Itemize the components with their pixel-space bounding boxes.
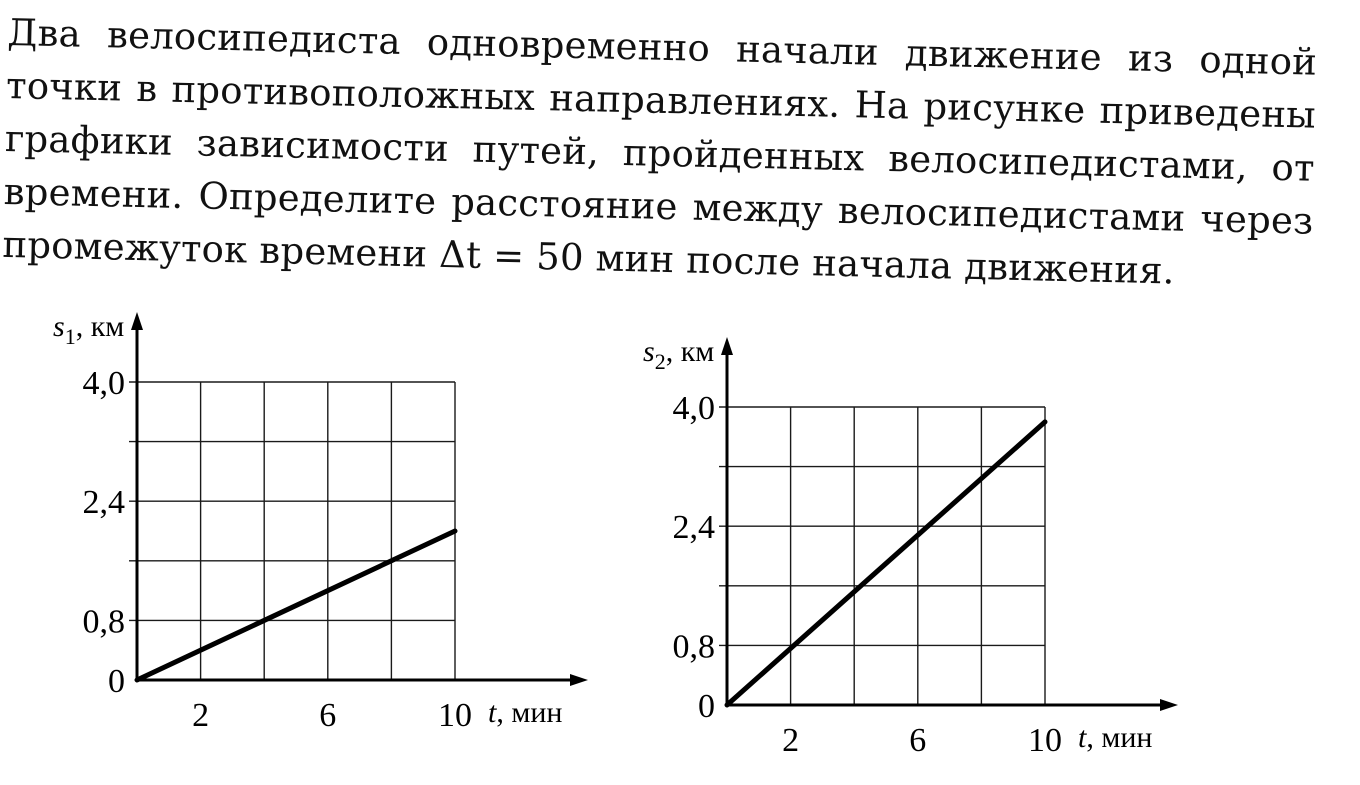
y-axis-label (53, 310, 124, 349)
grid (129, 382, 455, 680)
chart-s1 (0, 300, 600, 760)
y-axis-arrow (721, 337, 733, 355)
x-axis-label-variable: t (488, 696, 497, 729)
y-tick-label: 4,0 (672, 390, 715, 427)
x-axis-arrow (1160, 699, 1178, 711)
series-line (137, 531, 455, 680)
grid (719, 407, 1045, 705)
y-tick-label: 0,8 (672, 628, 715, 666)
y-axis-label (643, 335, 714, 374)
y-axis-arrow (131, 312, 143, 330)
y-tick-label: 0,8 (82, 603, 125, 641)
y-axis-label-unit: , км (75, 310, 125, 343)
problem-line-4: времени. Определите расстояние между велосипедистами через (3, 169, 1314, 243)
x-axis-label-unit: , мин (496, 696, 563, 729)
x-axis-label (488, 696, 562, 729)
x-tick-label: 6 (909, 722, 927, 759)
problem-text (2, 6, 1318, 301)
x-axis-label-unit: , мин (1086, 721, 1153, 754)
problem-line-5: промежуток времени Δt = 50 мин после начала движения. (2, 222, 1176, 293)
x-tick-label: 6 (319, 697, 337, 734)
problem-line-3: графики зависимости путей, пройденных велосипедистами, от (4, 116, 1316, 190)
problem-line-2: точки в противоположных направлениях. На рисунке приведены (5, 63, 1317, 137)
x-tick-label: 2 (782, 722, 800, 759)
x-tick-label: 10 (1028, 722, 1062, 759)
y-tick-label: 0 (698, 688, 715, 725)
y-tick-label: 0 (108, 663, 125, 700)
y-axis-label-unit: , км (665, 335, 715, 368)
series-line (727, 422, 1045, 705)
x-tick-label: 2 (192, 697, 210, 734)
chart-s2 (590, 325, 1190, 785)
x-tick-label: 10 (438, 697, 472, 734)
y-axis-label-variable: s (53, 310, 65, 343)
x-axis-label (1078, 721, 1152, 754)
x-axis-arrow (570, 674, 588, 686)
x-axis-label-variable: t (1078, 721, 1087, 754)
problem-line-1: Два велосипедиста одновременно начали движение из одной (6, 10, 1318, 84)
y-tick-label: 2,4 (82, 484, 125, 522)
y-tick-label: 4,0 (82, 365, 125, 402)
y-axis-label-subscript: 1 (64, 324, 76, 349)
y-axis-label-subscript: 2 (654, 349, 666, 374)
y-tick-label: 2,4 (672, 509, 715, 547)
y-axis-label-variable: s (643, 335, 655, 368)
